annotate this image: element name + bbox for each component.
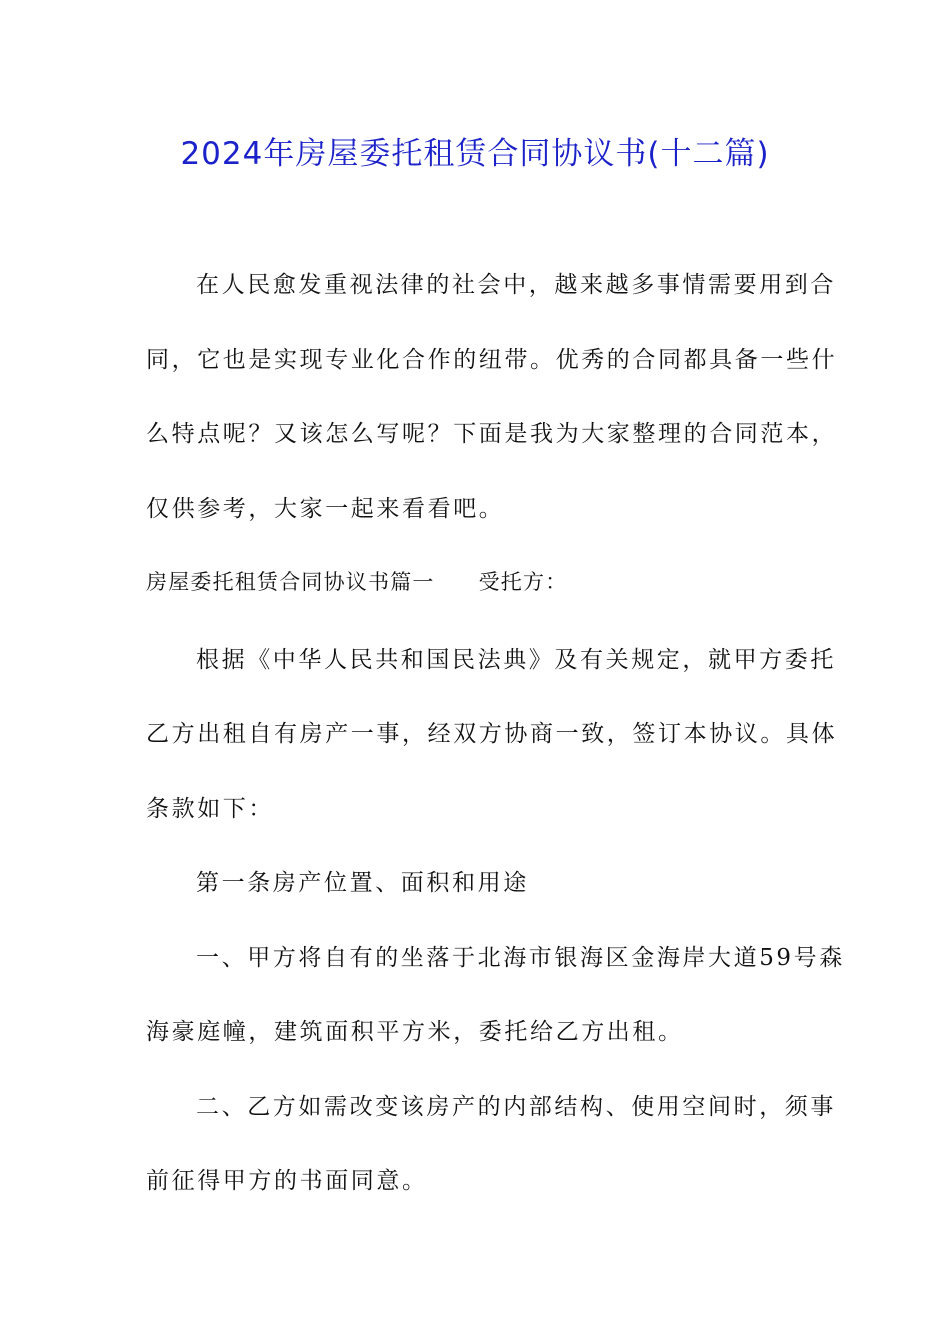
section-heading: 房屋委托租赁合同协议书篇一 [146,570,435,594]
document-title: 2024年房屋委托租赁合同协议书(十二篇) [180,136,770,172]
intro-line-2: 同，它也是实现专业化合作的纽带。优秀的合同都具备一些什 [146,347,838,373]
clause-1-line-2: 海豪庭幢，建筑面积平方米，委托给乙方出租。 [146,1019,684,1045]
basis-line-1: 根据《中华人民共和国民法典》及有关规定，就甲方委托 [196,647,836,673]
section-party-label: 受托方： [478,570,568,594]
basis-line-2: 乙方出租自有房产一事，经双方协商一致，签订本协议。具体 [146,721,838,747]
basis-line-3: 条款如下： [146,796,274,822]
article-1-title: 第一条房产位置、面积和用途 [196,870,529,896]
intro-line-4: 仅供参考，大家一起来看看吧。 [146,496,505,522]
intro-line-1: 在人民愈发重视法律的社会中，越来越多事情需要用到合 [196,272,836,298]
section-heading-row [146,567,567,597]
clause-2-line-1: 二、乙方如需改变该房产的内部结构、使用空间时，须事 [196,1094,836,1120]
intro-line-3: 么特点呢？又该怎么写呢？下面是我为大家整理的合同范本， [146,421,838,447]
clause-2-line-2: 前征得甲方的书面同意。 [146,1168,428,1194]
clause-1-line-1: 一、甲方将自有的坐落于北海市银海区金海岸大道59号森 [196,945,845,971]
